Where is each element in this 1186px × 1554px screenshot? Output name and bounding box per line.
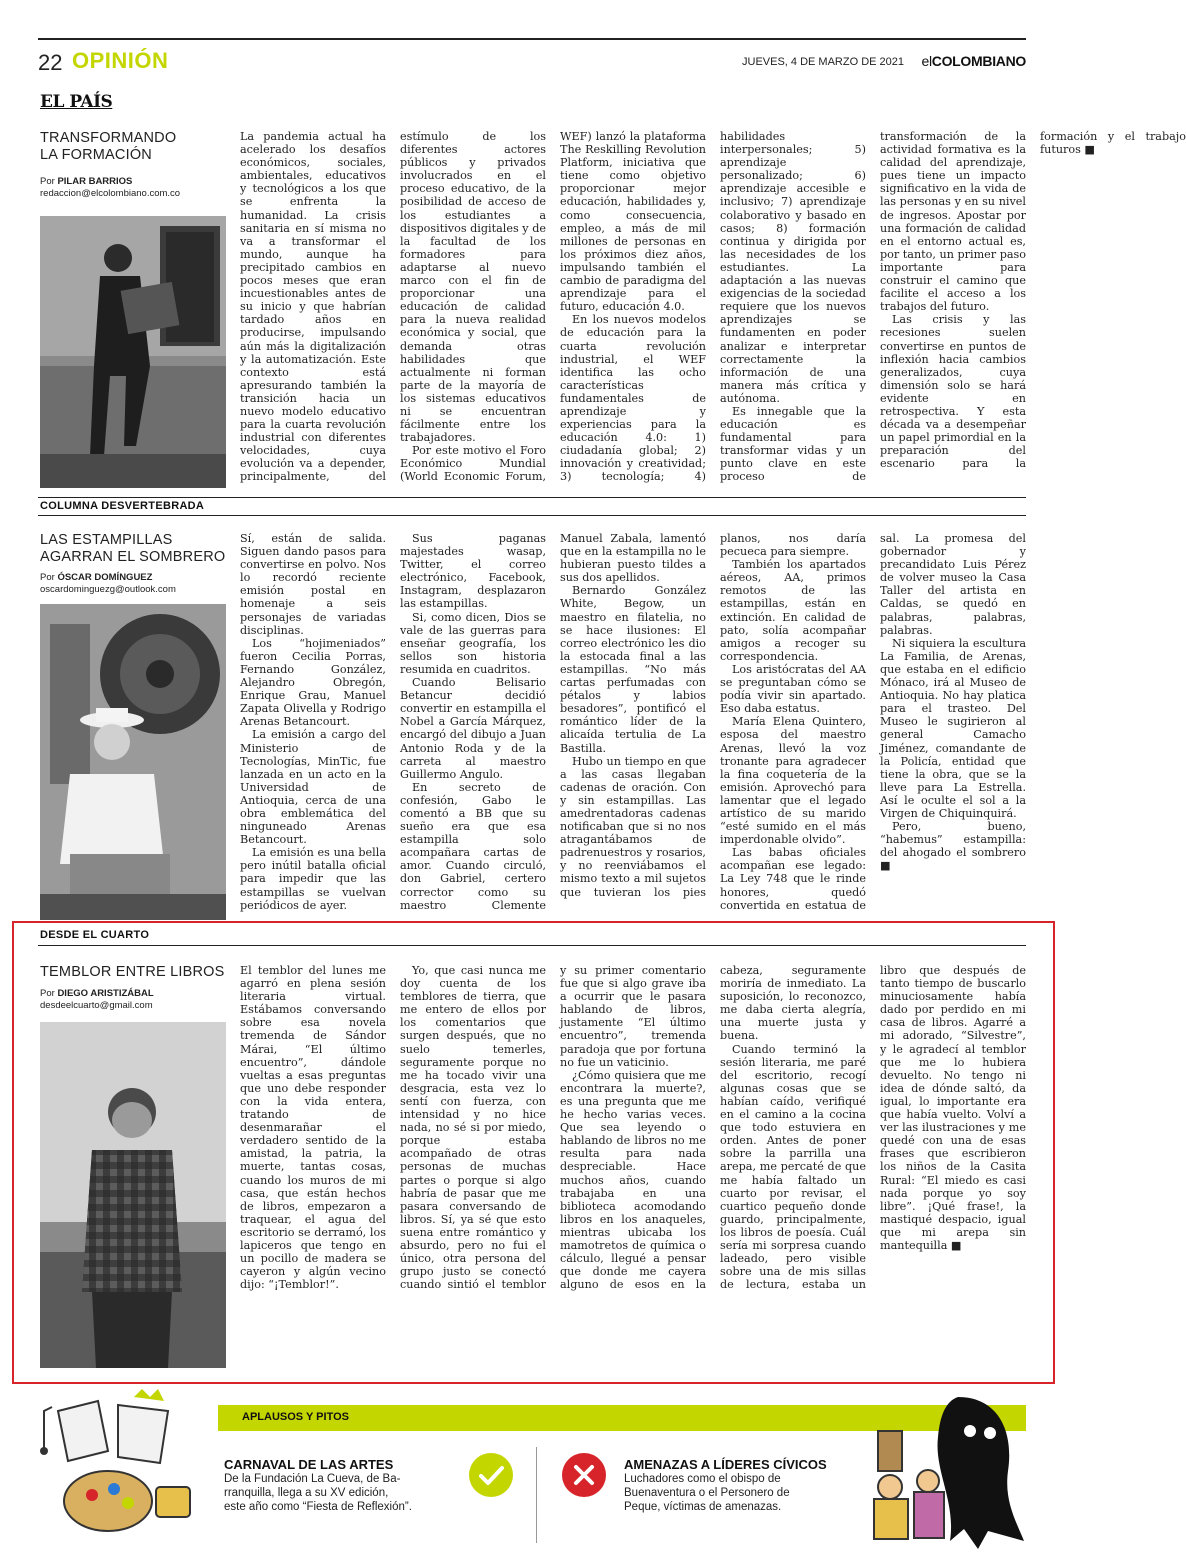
masthead-prefix: el [921,53,932,69]
paragraph: Hubo un tiempo en que a las casas llegaban cadenas de oración. Con y sin estampillas. Las amedrentadoras cadenas notificaban que si no nos atragantábamos de padrenuestros y rosarios, y no reenviábamos el mismo texto a mil sujetos que tuvieran los pies planos, nos daría pecueca para siempre. [560,532,866,899]
paragraph: Las crisis y las recesiones suelen convertirse en puntos de inflexión hacia cambios generalizados, cuya dimensión solo se hará evidente en retrospectiva. Y esta década va a desempeñar un papel primordial en la preparación del escenario para la formación y el trabajo futuros ■ [880,130,1186,471]
byline-prefix: Por [40,176,55,187]
byline [40,176,240,200]
section-divider [38,945,1026,946]
whistle-text [624,1472,844,1514]
author-name: ÓSCAR DOMÍNGUEZ [57,572,153,583]
paragraph: El temblor del lunes me agarró en plena sesión literaria virtual. Estábamos conversando sobre esa novela tremenda de Sándor Márai, “El último encuentro”, dándole vueltas a esas preguntas que uno debe responder con la vida entera, tratando de desenmarañar el verdadero sentido de la amistad, la patria, la muerte, tantas cosas, cuando los muros de mi casa, que están hechos de libros, empezaron a traquear, el agua del escritorio se derramó, los lapiceros que tengo en un pocillo de madera se cayeron y algún vecino dijo: “¡Temblor!”. [240,964,386,1292]
paragraph: Los aristócratas del AA se preguntaban cómo se podía vivir sin apartado. Eso daba estatus. [720,662,866,716]
article-body [240,130,1186,490]
statue-photo-illustration [40,216,226,488]
author-photo [40,1022,226,1368]
section-label-el-pais: EL PAÍS [40,92,113,112]
paragraph: Cuando terminó la sesión literaria, me paré del escritorio, recogí algunas cosas que se habían caído, verifiqué en el camino a la cocina que todo estuviera en orden. Antes de poner sobre la parrilla una arepa, me percaté de que me había faltado un cuarto por revisar, el cuartico pequeño donde guardo, principalmente, los libros de poesía. Cuál sería mi sorpresa cuando ladeado, pero visible sobre una de mis sillas de lectura, estaba un libro que después de tanto tiempo de buscarlo minuciosamente había dado por perdido en mi casa de libros. Agarré a mi adorado, “Silvestre”, y le agradecí al temblor que me lo hubiera devuelto. No tengo ni idea de dónde saltó, da igual, lo importante era que había vuelto. Volví a ver las ilustraciones y me quedé con una de esas frases que escribieron los niños de la Casita Rural: “El miedo es casi nada porque yo soy libre”. ¡Qué frase!, la mastiqué despacio, igual que mi arepa sin mantequilla ■ [720,964,1026,1292]
column-title-line: LA FORMACIÓN [40,147,152,163]
paragraph: María Elena Quintero, esposa del maestro Arenas, llevó la voz tronante para agradecer la fina coquetería de la emisión. Aprovechó para lamentar que el legado artístico de su marido “esté sumido en el más imperdonable olvido”. [720,715,866,847]
paragraph: La pandemia actual ha acelerado los desafíos económicos, sociales, ambientales, educativos y tecnológicos a los que se enfrenta la humanidad. La crisis sanitaria en sí misma no va a transformar el mundo, aunque ha precipitado cambios en pocos meses que eran incuestionables antes de su inicio y que habrían tardado años en producirse, impulsando aún más la digitalización y la automatización. Este contexto está apresurando también la transición hacia un nuevo modelo educativo para la cuarta revolución industrial con diferentes velocidades, cuya evolución va a depender, principalmente, del estímulo de los diferentes actores públicos y privados involucrados en el proceso educativo, de la posibilidad de acceso de los estudiantes a dispositivos digitales y de la facultad de los formadores para adaptarse al nuevo marco con el fin de proporcionar una educación de calidad para la nueva realidad económica y social, que demanda otras habilidades que actualmente ni forman parte de la mayoría de los sistemas educativos ni se encuentran fácilmente entre los trabajadores. [240,130,546,484]
byline [40,988,240,1012]
statue-photo [40,216,226,488]
ghost-figures-icon [838,1391,1026,1551]
page-header [38,38,1026,78]
paragraph: La emisión a cargo del Ministerio de Tecnologías, MinTic, fue lanzada en un acto en la Universidad de Antioquia, cerca de una obra emblemática del ninguneado Arenas Betancourt. [240,728,386,847]
byline [40,572,240,596]
article-body [240,964,1026,1364]
paragraph: Cuando Belisario Betancur decidió convertir en estampilla el Nobel a García Márquez, encargó del dibujo a Juan Antonio Roda y de la carreta al maestro Guillermo Angulo. [400,676,546,781]
paragraph: Pero, bueno, “habemus” estampilla: del ahogado el sombrero ■ [880,820,1026,873]
applause-title: CARNAVAL DE LAS ARTES [224,1457,394,1472]
section-name: OPINIÓN [72,48,169,73]
paragraph: Sí, están de salida. Siguen dando pasos para convertirse en polvo. Nos lo recordó reciente emisión postal en homenaje a seis personajes de variadas disciplinas. [240,532,386,637]
paragraph: ¿Cómo quisiera que me encontrara la muerte?, es una pregunta que me he hecho varias veces. Que sea leyendo o hablando de libros no me resulta para nada despreciable. Hace muchos años, cuando trabajaba en una biblioteca acomodando libros en los anaqueles, mientras ubicaba los mamotretos de química o cálculo, llegué a pensar que donde me cayera alguno de esos en la cabeza, seguramente moriría de inmediato. La suposición, lo reconozco, me daba cierta alegría, una muerte justa y buena. [560,964,866,1292]
column-title [40,532,230,566]
paragraph: Las babas oficiales acompañan ese legado: La Ley 748 que le rinde honores, quedó convertida en estatua de sal. La promesa del gobernador y precandidato Luis Pérez de volver museo la Casa Taller del artista en Caldas, se quedó en palabras, palabras, palabras. [720,532,1026,912]
publication-date: JUEVES, 4 DE MARZO DE 2021 [742,56,904,68]
column-title [40,130,230,164]
paragraph: La emisión es una bella pero inútil batalla oficial para impedir que las estampillas se vuelvan periódicos de ayer. [240,846,386,912]
applause-text-line: este año como “Fiesta de Reflexión”. [224,1501,412,1513]
applause-text [224,1472,460,1514]
author-email: desdeelcuarto@gmail.com [40,1000,153,1011]
author-name: DIEGO ARISTIZÁBAL [57,988,154,999]
byline-prefix: Por [40,572,55,583]
aplausos-label: APLAUSOS Y PITOS [242,1411,349,1423]
close-icon [562,1453,606,1497]
paragraph: Yo, que casi nunca me doy cuenta de los temblores de tierra, que me entero de ellos por los comentarios que surgen después, que no suelo temerles, seguramente porque no me ha tocado vivir una desgracia, esta vez lo sentí con fuerza, con intensidad y no hice nada, no sé si por miedo, porque estaba acompañado de otras personas de muchas partes o porque si algo habría de pasar que me pasara conversando de libros. Sí, ya sé que esto suena entre romántico y absurdo, pero no fui el único, otra persona del grupo justo se conectó cuando sintió el temblor y su primer comentario fue que si algo grave iba a ocurrir que le pasara hablando de libros, justamente “El último encuentro”, tremenda paradoja que por fortuna no fue un vaticinio. [400,964,706,1292]
check-mark-icon [469,1453,513,1497]
section-label: COLUMNA DESVERTEBRADA [40,500,205,512]
author-photo-illustration [40,604,226,920]
paragraph: Es innegable que la educación es fundamental para transformar vidas y un punto clave en este proceso de transformación de la actividad formativa es la calidad del aprendizaje, pues tiene un impacto significativo en la vida de las personas y en su nivel de ingresos. Apostar por una formación de calidad en el entorno actual es, por tanto, un primer paso importante para construir el camino que facilite el acceso a los trabajos del futuro. [720,130,1027,484]
section-divider [38,497,1026,498]
paragraph: En los nuevos modelos de educación para la cuarta revolución industrial, el WEF identifica las ocho características fundamentales de aprendizaje y experiencias para la educación 4.0: 1) ciudadanía global; 2) innovación y creatividad; 3) tecnología; 4) habilidades interpersonales; 5) aprendizaje personalizado; 6) aprendizaje accesible e inclusivo; 7) aprendizaje colaborativo y basado en casos; 8) formación continua y dirigida por las necesidades de los estudiantes. La adaptación a las nuevas exigencias de la sociedad requiere que los nuevos aprendizajes se fundamenten en poder analizar e interpretar correctamente la información de una manera más crítica y autónoma. [560,130,866,484]
column-title-line: LAS ESTAMPILLAS [40,532,173,548]
column-title [40,964,230,981]
paragraph: Bernardo González White, Begow, un maestro en filatelia, no se hace ilusiones: El correo electrónico les dio la estocada final a las estampillas. “No más cartas perfumadas con pétalos y labios besadores”, pontificó el romántico líder de la alicaída tertulia de La Bastilla. [560,584,706,755]
newspaper-logo [921,53,1026,69]
article-body [240,532,1026,918]
section-divider [38,515,1026,516]
page-number: 22 [38,50,63,75]
paragraph: En secreto de confesión, Gabo le comentó a BB que su sueño era que esa estampilla solo acompañara cartas de amor. Cuando circuló, don Gabriel, certero corrector como su maestro Clemente Manuel Zabala, lamentó que en la estampilla no le hubieran puesto tildes a sus dos apellidos. [400,532,706,912]
paragraph: Los “hojimeniados” fueron Cecilia Porras, Fernando González, Alejandro Obregón, Enrique Grau, Manuel Zapata Olivella y Rodrigo Arenas Betancourt. [240,636,386,729]
paragraph: Sus paganas majestades wasap, Twitter, el correo electrónico, Facebook, Instagram, desplazaron las estampillas. [400,532,546,611]
applause-text-line: De la Fundación La Cueva, de Ba- [224,1473,401,1485]
vertical-divider [536,1447,537,1543]
aplausos-y-pitos [38,1391,1026,1551]
author-photo [40,604,226,920]
author-photo-illustration [40,1022,226,1368]
paragraph: Por este motivo el Foro Económico Mundial (World Economic Forum, WEF) lanzó la plataforma The Reskilling Revolution Platform, iniciativa que tiene como objetivo proporcionar mejor educación, habilidades y, como consecuencia, empleo, a más de mil millones de personas en los próximos diez años, impulsando también el cambio de paradigma del aprendizaje para el futuro, educación 4.0. [400,130,706,484]
whistle-text-line: Peque, víctimas de amenazas. [624,1501,782,1513]
column-title-line: TEMBLOR ENTRE LIBROS [40,964,225,980]
section-label: DESDE EL CUARTO [40,929,150,941]
author-name: PILAR BARRIOS [57,176,133,187]
applause-text-line: rranquilla, llega a su XV edición, [224,1487,389,1499]
whistle-text-line: Buenaventura o el Personero de [624,1487,790,1499]
author-email: oscardominguezg@outlook.com [40,584,176,595]
whistle-title: AMENAZAS A LÍDERES CÍVICOS [624,1457,827,1472]
check-icon [469,1453,513,1497]
whistle-text-line: Luchadores como el obispo de [624,1473,781,1485]
column-title-line: TRANSFORMANDO [40,130,177,146]
byline-prefix: Por [40,988,55,999]
paragraph: También los apartados aéreos, AA, primos remotos de las estampillas, están en extinción. En calidad de pato, solía acompañar amigos a recoger su correspondencia. [720,558,866,663]
paragraph: Ni siquiera la escultura La Familia, de Arenas, que estaba en el edificio Mónaco, irá al Museo de Antioquia. No hay platica para el trasteo. Del Museo le sugirieron al general Camacho Jiménez, comandante de la Policía, entidad que tiene la obra, que se la lleve para La Estrella. Así le oculte el sol a la Virgen de Chiquinquirá. [880,636,1026,820]
column-title-line: AGARRAN EL SOMBRERO [40,549,226,565]
carnival-masks-icon [38,1391,208,1551]
x-mark-icon [562,1453,606,1497]
author-email: redaccion@elcolombiano.com.co [40,188,181,199]
paragraph: Si, como dicen, Dios se vale de las guerras para enseñar geografía, los sellos son historia resumida en cuadritos. [400,610,546,676]
masthead-main: COLOMBIANO [931,53,1026,69]
